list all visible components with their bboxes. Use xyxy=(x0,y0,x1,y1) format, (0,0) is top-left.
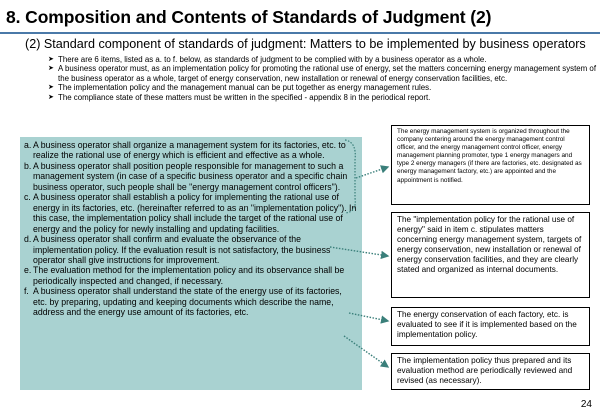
note-management-system: The energy management system is organized throughout the company centering around the energy management control officer, and the energy management control officer, energy management planning promoter, type 1 energy managers and type 2 energy managers (if there are factories, etc. designated as energy management factory, etc.) are appointed and the appointment is notified. xyxy=(391,125,590,205)
arrow-bullet-icon: ➤ xyxy=(48,93,54,101)
requirements-box xyxy=(20,137,362,390)
requirement-c: c. A business operator shall establish a policy for implementing the rational use of energy in its factories, etc. (hereinafter referred to as an "implementation policy"). In this case, the implementation policy shall include the target of the rational use of energy and the policy for newly installing and updating facilities. xyxy=(24,192,357,234)
arrow-bullet-icon: ➤ xyxy=(48,56,54,63)
requirement-f: f. A business operator shall understand the state of the energy use of its factories, etc. by preparing, updating and keeping documents which describe the name, address and the energy use amount of its factories, etc. xyxy=(24,286,342,318)
bullet-item: ➤ A business operator must, as an implementation policy for promoting the rational use of energy, set the matters concerning energy management system of the business operator as a whole, target of energy conservation, new installation or renewal of energy conservation facilities, etc. xyxy=(48,64,597,83)
bullet-list xyxy=(48,55,596,102)
requirement-d: d. A business operator shall confirm and evaluate the observance of the implementation policy. If the evaluation result is not satisfactory, the business operator shall give instructions for improvement. xyxy=(24,234,331,265)
arrow-bullet-icon: ➤ xyxy=(48,65,54,73)
requirement-b: b. A business operator shall position people responsible for management to such a management system (in case of a specific business operator and a specific chain business operator, such people shall be "energy management control officers"). xyxy=(24,160,348,192)
arrow-bullet-icon: ➤ xyxy=(48,84,54,92)
bullet-item: ➤ The implementation policy and the management manual can be put together as energy management rules. xyxy=(48,83,432,93)
note-implementation-policy: The "implementation policy for the rational use of energy" said in item c. stipulates matters concerning energy management system, targets of energy conservation, new installation or renewal of energy conservation facilities, and they are clearly stated and organized as internal documents. xyxy=(391,212,590,298)
bullet-item: ➤ There are 6 items, listed as a. to f. below, as standards of judgment to be complied with by a business operator as a whole. xyxy=(48,55,487,64)
bullet-item: ➤ The compliance state of these matters must be written in the specified - appendix 8 in the periodical report. xyxy=(48,92,431,102)
title-divider xyxy=(0,32,600,34)
note-review: The implementation policy thus prepared and its evaluation method are periodically reviewed and revised (as necessary). xyxy=(391,353,590,390)
note-evaluation: The energy conservation of each factory, etc. is evaluated to see if it is implemented based on the implementation policy. xyxy=(391,307,590,346)
requirement-e: e. The evaluation method for the implementation policy and its observance shall be periodically inspected and changed, if necessary. xyxy=(24,265,345,286)
slide-title: 8. Composition and Contents of Standards of Judgment (2) xyxy=(6,7,492,27)
requirement-a: a. A business operator shall organize a management system for its factories, etc. to realize the rational use of energy which is efficient and effective as a whole. xyxy=(24,140,346,161)
page-number: 24 xyxy=(580,399,592,410)
subtitle: (2) Standard component of standards of judgment: Matters to be implemented by business operators xyxy=(25,37,586,51)
